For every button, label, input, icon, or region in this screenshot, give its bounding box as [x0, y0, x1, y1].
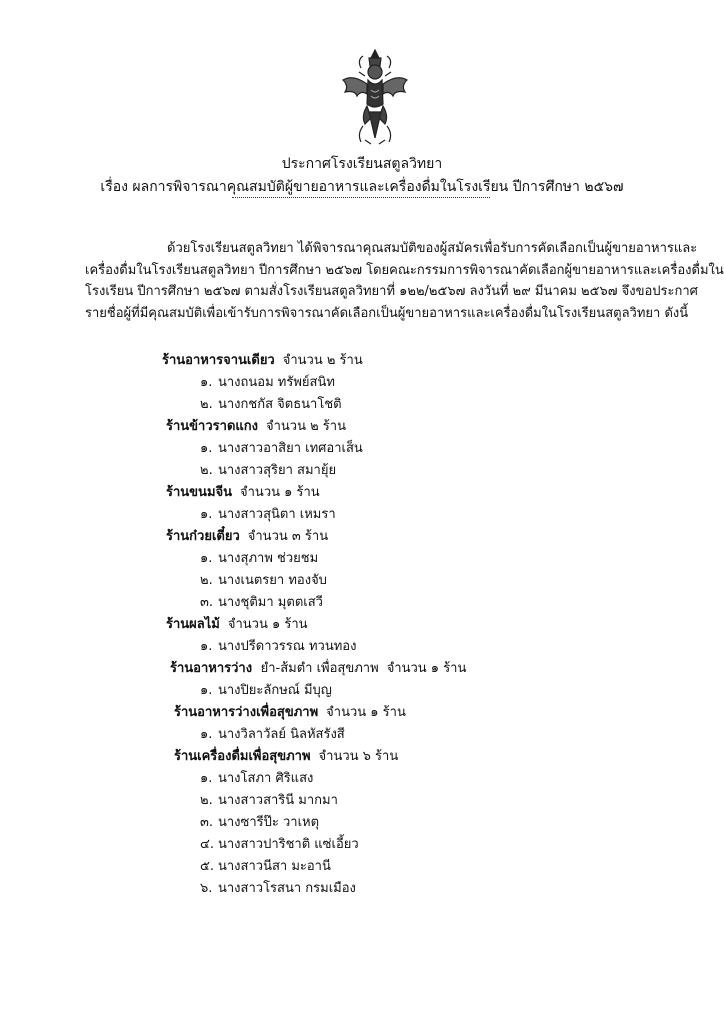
body-line: โรงเรียน ปีการศึกษา ๒๕๖๗ ตามสั่งโรงเรียนสตูลวิทยาที่ ๑๒๒/๒๕๖๗ ลงวันที่ ๒๙ มีนาคม ๒๕๖๗ จึงขอประกาศ: [85, 284, 698, 299]
shop-heading: [166, 615, 308, 635]
vendor-name: นางซารีป๊ะ วาเหตุ: [218, 815, 320, 830]
dotted-divider: [232, 197, 490, 198]
announcement-title: ประกาศโรงเรียนสตูลวิทยา: [281, 156, 443, 172]
vendor-name: นางสาวอาสิยา เทศอาเส็น: [218, 441, 363, 456]
list-item: [200, 879, 356, 899]
vendor-name: นางถนอม ทรัพย์สนิท: [218, 375, 335, 390]
shop-count: จำนวน ๑ ร้าน: [386, 661, 467, 676]
list-item: [200, 725, 345, 745]
shop-name: ร้านอาหารว่าง: [170, 661, 253, 676]
announcement-subject: เรื่อง ผลการพิจารณาคุณสมบัติผู้ขายอาหารและเครื่องดื่มในโรงเรียน ปีการศึกษา ๒๕๖๗: [100, 179, 624, 195]
shop-heading: [174, 703, 406, 723]
shop-heading: [166, 483, 320, 503]
item-number: ๑.: [200, 639, 213, 654]
vendor-name: นางสุภาพ ช่วยชม: [218, 551, 319, 566]
shop-count: จำนวน ๑ ร้าน: [227, 617, 308, 632]
item-number: ๑.: [200, 771, 213, 786]
shop-name: ร้านขนมจีน: [166, 485, 233, 500]
shop-count: จำนวน ๓ ร้าน: [247, 529, 329, 544]
list-item: [200, 461, 336, 481]
list-item: [200, 835, 359, 855]
list-item: [200, 791, 338, 811]
shop-heading: [162, 351, 363, 371]
shop-count: จำนวน ๖ ร้าน: [318, 749, 399, 764]
item-number: ๑.: [200, 441, 213, 456]
shop-heading: [166, 417, 346, 437]
item-number: ๒.: [200, 573, 213, 588]
item-number: ๑.: [200, 507, 213, 522]
shop-name: ร้านเครื่องดื่มเพื่อสุขภาพ: [174, 749, 311, 764]
item-number: ๒.: [200, 397, 213, 412]
vendor-name: นางสาวโรสนา กรมเมือง: [218, 881, 356, 896]
shop-heading: [170, 659, 466, 679]
item-number: ๒.: [200, 463, 213, 478]
list-item: [200, 681, 332, 701]
vendor-name: นางสาวนีสา มะอานี: [218, 859, 331, 874]
shop-heading: [166, 527, 328, 547]
vendor-name: นางสาวสุนิตา เหมรา: [218, 507, 336, 522]
list-item: [200, 769, 313, 789]
list-item: [200, 857, 331, 877]
item-number: ๒.: [200, 793, 213, 808]
shop-name-extra: ยำ-ส้มตำ เพื่อสุขภาพ: [260, 661, 379, 676]
item-number: ๔.: [200, 837, 214, 852]
item-number: ๓.: [200, 815, 214, 830]
shop-count: จำนวน ๒ ร้าน: [265, 419, 346, 434]
shop-name: ร้านก๋วยเตี๋ยว: [166, 529, 240, 544]
list-item: [200, 373, 335, 393]
list-item: [200, 593, 323, 613]
shop-name: ร้านข้าวราดแกง: [166, 419, 258, 434]
shop-name: ร้านผลไม้: [166, 617, 220, 632]
shop-count: จำนวน ๑ ร้าน: [326, 705, 406, 720]
item-number: ๑.: [200, 727, 213, 742]
item-number: ๓.: [200, 595, 214, 610]
list-item: [200, 571, 327, 591]
garuda-emblem-icon: [335, 46, 415, 146]
body-line: รายชื่อผู้ที่มีคุณสมบัติเพื่อเข้ารับการพิจารณาคัดเลือกเป็นผู้ขายอาหารและเครื่องดื่มในโรงเรียนสตูลวิทยา ดังนี้: [85, 305, 689, 321]
shop-count: จำนวน ๒ ร้าน: [282, 353, 363, 368]
list-item: [200, 637, 356, 657]
vendor-name: นางโสภา ศิริแสง: [218, 771, 314, 786]
item-number: ๖.: [200, 881, 213, 896]
vendor-name: นางสาวสุริยา สมายุ้ย: [218, 463, 337, 478]
shop-name: ร้านอาหารจานเดียว: [162, 353, 275, 368]
list-item: [200, 395, 342, 415]
list-item: [200, 439, 363, 459]
shop-heading: [174, 747, 398, 767]
shop-count: จำนวน ๑ ร้าน: [240, 485, 320, 500]
vendor-name: นางปิยะลักษณ์ มีบุญ: [218, 683, 332, 698]
item-number: ๑.: [200, 375, 213, 390]
item-number: ๑.: [200, 551, 213, 566]
item-number: ๕.: [200, 859, 214, 874]
vendor-name: นางวิลาวัลย์ นิลหัสรังสี: [218, 727, 345, 742]
body-line: ด้วยโรงเรียนสตูลวิทยา ได้พิจารณาคุณสมบัติของผู้สมัครเพื่อรับการคัดเลือกเป็นผู้ขายอาหารและ: [167, 241, 698, 256]
body-line: เครื่องดื่มในโรงเรียนสตูลวิทยา ปีการศึกษา ๒๕๖๗ โดยคณะกรรมการพิจารณาคัดเลือกผู้ขายอาหารและเครื่องดื่มใน: [85, 262, 724, 278]
item-number: ๑.: [200, 683, 213, 698]
vendor-name: นางเนตรยา ทองจับ: [218, 573, 327, 588]
vendor-name: นางชุติมา มุตตเสวี: [218, 595, 323, 610]
list-item: [200, 813, 319, 833]
list-item: [200, 549, 318, 569]
body-paragraph: [85, 238, 724, 324]
vendor-name: นางกชกัส จิตธนาโชติ: [218, 397, 342, 412]
vendor-name: นางปรีดาวรรณ ทวนทอง: [218, 639, 357, 654]
vendor-name: นางสาวปาริชาติ แซ่เอี้ยว: [218, 837, 359, 852]
list-item: [200, 505, 336, 525]
vendor-name: นางสาวสารินี มากมา: [218, 793, 338, 808]
shop-name: ร้านอาหารว่างเพื่อสุขภาพ: [174, 705, 319, 720]
